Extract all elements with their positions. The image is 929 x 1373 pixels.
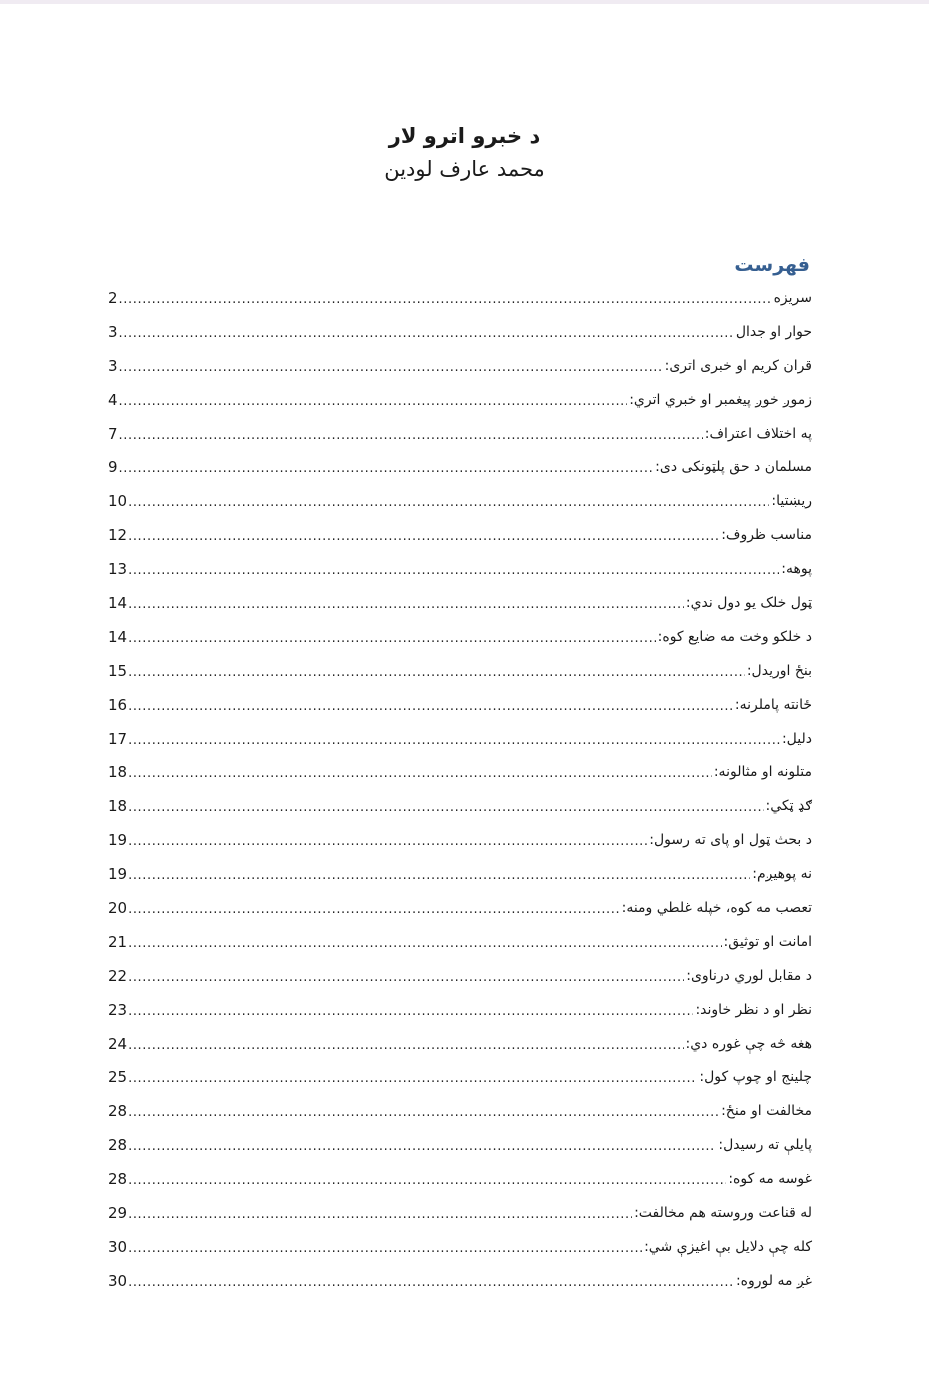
toc-dot-leader — [128, 666, 745, 680]
toc-entry-title[interactable]: مسلمان د حق پلټونکی دی: — [655, 459, 812, 476]
toc-entry-title[interactable]: ریښتیا: — [771, 493, 812, 510]
toc-entry[interactable] — [108, 1060, 812, 1094]
toc-entry-title[interactable]: د مقابل لوري درناوی: — [686, 967, 812, 984]
toc-entry[interactable] — [108, 450, 812, 484]
toc-dot-leader — [128, 496, 769, 510]
toc-dot-leader — [128, 734, 780, 748]
toc-dot-leader — [119, 429, 703, 443]
toc-entry-title[interactable]: چلینج او چوپ کول: — [699, 1069, 812, 1086]
toc-entry[interactable] — [108, 925, 812, 959]
toc-entry[interactable] — [108, 1027, 812, 1061]
toc-entry-page-number[interactable]: 23 — [108, 1000, 128, 1019]
toc-dot-leader — [119, 462, 654, 476]
toc-entry-page-number[interactable]: 4 — [108, 390, 118, 409]
toc-entry-title[interactable]: قران کریم او خبری اتری: — [664, 357, 812, 374]
toc-entry-page-number[interactable]: 28 — [108, 1170, 128, 1189]
toc-entry-page-number[interactable]: 15 — [108, 661, 128, 680]
toc-entry[interactable] — [108, 654, 812, 688]
toc-dot-leader — [128, 1208, 632, 1222]
toc-dot-leader — [128, 971, 684, 985]
toc-entry[interactable] — [108, 722, 812, 756]
toc-entry-title[interactable]: غوسه مه کوه: — [728, 1171, 812, 1188]
toc-entry-page-number[interactable]: 17 — [108, 729, 128, 748]
toc-entry[interactable] — [108, 1094, 812, 1128]
toc-dot-leader — [128, 767, 712, 781]
toc-dot-leader — [128, 1039, 683, 1053]
toc-entry-page-number[interactable]: 14 — [108, 627, 128, 646]
toc-entry-title[interactable]: بنځ اوریدل: — [746, 662, 812, 679]
toc-entry-title[interactable]: کله چې دلایل بې اغیزې شي: — [644, 1238, 812, 1255]
toc-dot-leader — [128, 1005, 693, 1019]
table-of-contents — [108, 281, 812, 1298]
toc-entry-title[interactable]: مخالفت او منځ: — [721, 1103, 812, 1120]
toc-dot-leader — [128, 530, 719, 544]
toc-entry-page-number[interactable]: 22 — [108, 966, 128, 985]
toc-entry[interactable] — [108, 1196, 812, 1230]
toc-dot-leader — [128, 700, 733, 714]
toc-entry-page-number[interactable]: 30 — [108, 1237, 128, 1256]
toc-heading: فهرست — [734, 254, 810, 276]
toc-entry[interactable] — [108, 552, 812, 586]
toc-dot-leader — [128, 869, 750, 883]
toc-entry-title[interactable]: د خلکو وخت مه ضایع کوه: — [657, 628, 812, 645]
toc-entry-title[interactable]: زموږ خوږ پیغمبر او خبري اتري: — [629, 391, 812, 408]
toc-entry[interactable] — [108, 281, 812, 315]
toc-entry-page-number[interactable]: 3 — [108, 356, 118, 375]
toc-entry[interactable] — [108, 823, 812, 857]
toc-entry[interactable] — [108, 891, 812, 925]
toc-entry[interactable] — [108, 484, 812, 518]
toc-entry[interactable] — [108, 755, 812, 789]
toc-entry-page-number[interactable]: 29 — [108, 1203, 128, 1222]
toc-dot-leader — [119, 327, 734, 341]
toc-entry-page-number[interactable]: 3 — [108, 322, 118, 341]
toc-entry-title[interactable]: امانت او توثیق: — [723, 933, 812, 950]
toc-entry-title[interactable]: غږ مه لوروه: — [735, 1272, 812, 1289]
toc-entry-page-number[interactable]: 28 — [108, 1136, 128, 1155]
toc-entry[interactable] — [108, 1264, 812, 1298]
toc-entry[interactable] — [108, 857, 812, 891]
document-author: محمد عارف لودین — [384, 157, 545, 181]
toc-entry[interactable] — [108, 959, 812, 993]
toc-dot-leader — [128, 835, 647, 849]
toc-entry-title[interactable]: ټول خلک یو دول ندي: — [685, 594, 812, 611]
toc-entry-title[interactable]: ګډ ټکي: — [765, 798, 812, 815]
toc-entry-page-number[interactable]: 16 — [108, 695, 128, 714]
toc-entry-title[interactable]: حوار او جدال — [735, 323, 812, 340]
toc-entry-title[interactable]: پایلې ته رسیدل: — [718, 1137, 812, 1154]
toc-entry[interactable] — [108, 586, 812, 620]
toc-dot-leader — [128, 1276, 734, 1290]
toc-entry-page-number[interactable]: 28 — [108, 1102, 128, 1121]
toc-entry[interactable] — [108, 993, 812, 1027]
toc-entry[interactable] — [108, 1230, 812, 1264]
toc-entry-title[interactable]: دلیل: — [781, 730, 812, 747]
toc-dot-leader — [119, 395, 628, 409]
window-top-edge — [0, 0, 929, 4]
toc-dot-leader — [119, 293, 772, 307]
toc-entry-title[interactable]: تعصب مه کوه، خپله غلطي ومنه: — [621, 899, 812, 916]
toc-entry-title[interactable]: سریزه — [773, 289, 812, 306]
toc-entry-title[interactable]: مناسب ظروف: — [721, 527, 812, 544]
toc-dot-leader — [128, 598, 684, 612]
toc-entry-title[interactable]: متلونه او مثالونه: — [713, 764, 812, 781]
toc-entry[interactable] — [108, 1162, 812, 1196]
toc-entry-page-number[interactable]: 30 — [108, 1271, 128, 1290]
toc-entry-title[interactable]: نه پوهیږم: — [752, 866, 812, 883]
toc-entry-page-number[interactable]: 18 — [108, 797, 128, 816]
toc-entry[interactable] — [108, 315, 812, 349]
toc-dot-leader — [128, 1072, 697, 1086]
toc-entry[interactable] — [108, 383, 812, 417]
document-title: د خبرو اترو لار — [388, 124, 541, 148]
toc-dot-leader — [128, 801, 763, 815]
toc-dot-leader — [128, 903, 620, 917]
toc-dot-leader — [128, 1174, 726, 1188]
toc-entry-title[interactable]: په اختلاف اعتراف: — [704, 425, 812, 442]
toc-entry-page-number[interactable]: 19 — [108, 865, 128, 884]
toc-entry-title[interactable]: ځانته پاملرنه: — [734, 696, 812, 713]
toc-dot-leader — [128, 1140, 716, 1154]
toc-entry[interactable] — [108, 789, 812, 823]
toc-entry-page-number[interactable]: 12 — [108, 526, 128, 545]
toc-entry[interactable] — [108, 518, 812, 552]
toc-entry-page-number[interactable]: 9 — [108, 458, 118, 477]
toc-dot-leader — [128, 632, 656, 646]
toc-entry-page-number[interactable]: 24 — [108, 1034, 128, 1053]
toc-entry-page-number[interactable]: 14 — [108, 593, 128, 612]
toc-entry[interactable] — [108, 417, 812, 451]
toc-entry-title[interactable]: د بحث ټول او پای ته رسول: — [649, 832, 812, 849]
toc-dot-leader — [128, 937, 721, 951]
toc-dot-leader — [119, 361, 663, 375]
toc-entry[interactable] — [108, 349, 812, 383]
toc-entry-title[interactable]: پوهه: — [781, 561, 812, 578]
toc-entry-page-number[interactable]: 18 — [108, 763, 128, 782]
toc-entry-title[interactable]: هغه څه چې غوره دي: — [685, 1035, 812, 1052]
toc-entry[interactable] — [108, 688, 812, 722]
toc-entry-page-number[interactable]: 7 — [108, 424, 118, 443]
toc-entry-title[interactable]: له قناعت وروسته هم مخالفت: — [634, 1204, 812, 1221]
toc-entry-page-number[interactable]: 13 — [108, 560, 128, 579]
toc-entry-page-number[interactable]: 20 — [108, 898, 128, 917]
toc-entry-page-number[interactable]: 19 — [108, 831, 128, 850]
toc-entry-page-number[interactable]: 2 — [108, 288, 118, 307]
toc-entry-page-number[interactable]: 25 — [108, 1068, 128, 1087]
toc-entry-page-number[interactable]: 21 — [108, 932, 128, 951]
toc-dot-leader — [128, 1242, 642, 1256]
toc-entry[interactable] — [108, 1128, 812, 1162]
toc-entry[interactable] — [108, 620, 812, 654]
toc-entry-title[interactable]: نظر او د نظر خاوند: — [695, 1001, 812, 1018]
toc-entry-page-number[interactable]: 10 — [108, 492, 128, 511]
toc-dot-leader — [128, 1106, 719, 1120]
toc-dot-leader — [128, 564, 779, 578]
